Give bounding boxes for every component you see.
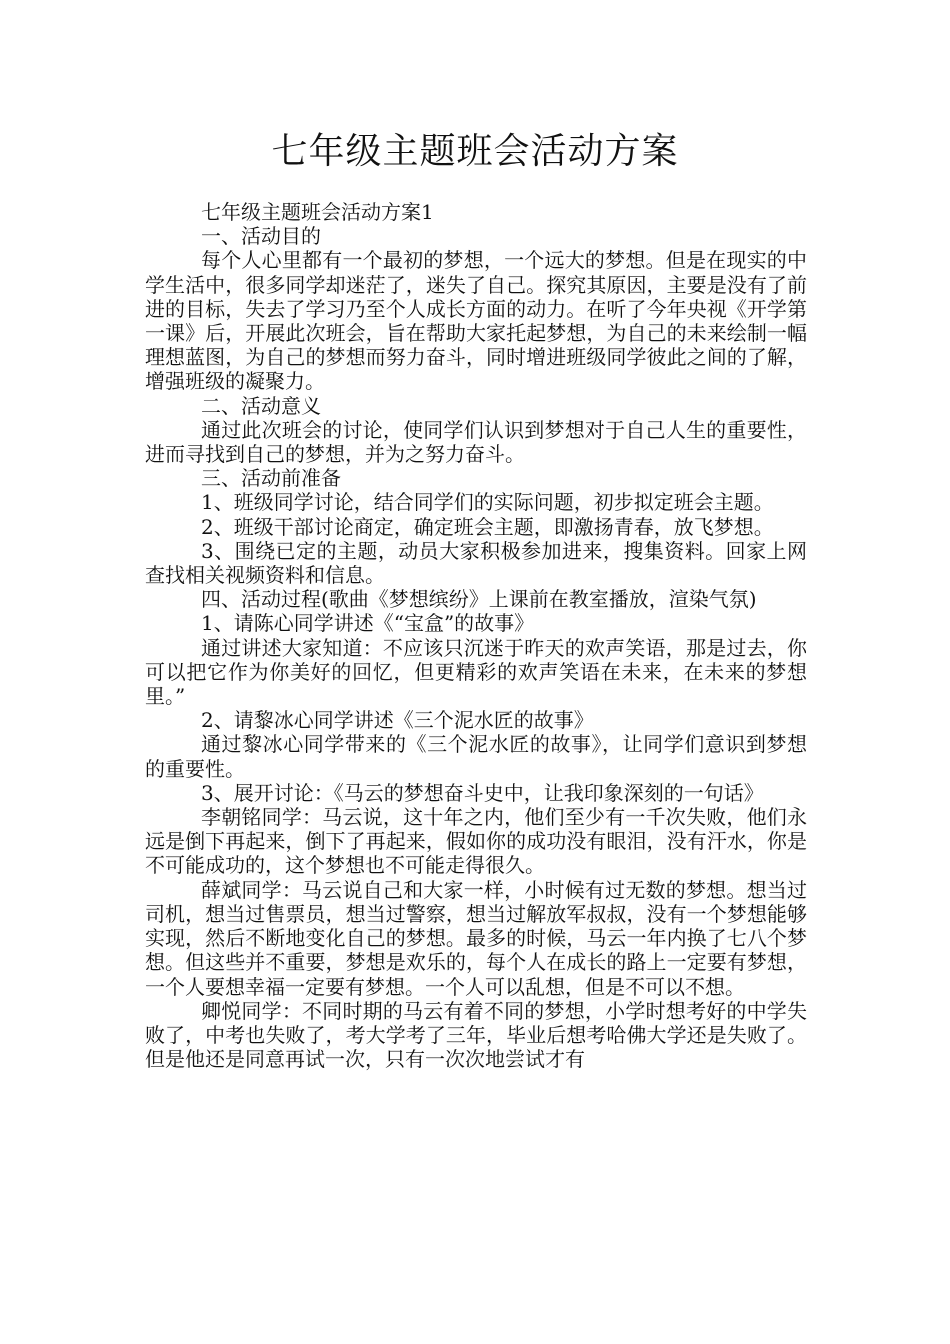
process-item-3: 3、展开讨论：《马云的梦想奋斗史中，让我印象深刻的一句话》 (201, 780, 764, 805)
paragraph-qing-yue: 卿悦同学：不同时期的马云有着不同的梦想，小学时想考好的中学失败了，中考也失败了，考大学考了三年，毕业后想考哈佛大学还是失败了。但是他还是同意再试一次，只有一次次地尝试才有 (145, 998, 807, 1072)
paragraph-xue-bin: 薛斌同学：马云说自己和大家一样，小时候有过无数的梦想。想当过司机，想当过售票员，想当过警察，想当过解放军叔叔，没有一个梦想能够实现，然后不断地变化自己的梦想。最多的时候，马云一年内换了七八个梦想。但这些并不重要，梦想是欢乐的，每个人在成长的路上一定要有梦想，一个人要想幸福一定要有梦想。一个人可以乱想，但是不可以不想。 (145, 877, 807, 999)
paragraph-purpose: 每个人心里都有一个最初的梦想，一个远大的梦想。但是在现实的中学生活中，很多同学却迷茫了，迷失了自己。探究其原因，主要是没有了前进的目标，失去了学习乃至个人成长方面的动力。在听了今年央视《开学第一课》后，开展此次班会，旨在帮助大家托起梦想，为自己的未来绘制一幅理想蓝图，为自己的梦想而努力奋斗，同时增进班级同学彼此之间的了解，增强班级的凝聚力。 (145, 248, 807, 394)
document-body (145, 200, 807, 1071)
heading-activity-purpose: 一、活动目的 (201, 224, 321, 249)
paragraph-significance: 通过此次班会的讨论，使同学们认识到梦想对于自己人生的重要性，进而寻找到自己的梦想，并为之努力奋斗。 (145, 417, 807, 467)
prep-item-1: 1、班级同学讨论，结合同学们的实际问题，初步拟定班会主题。 (201, 490, 774, 515)
paragraph-treasure-box: 通过讲述大家知道：不应该只沉迷于昨天的欢声笑语，那是过去，你可以把它作为你美好的回忆，但更精彩的欢声笑语在未来，在未来的梦想里。” (145, 635, 807, 709)
process-item-1: 1、请陈心同学讲述《“宝盒”的故事》 (201, 611, 535, 636)
paragraph-li-chaoming: 李朝铭同学：马云说，这十年之内，他们至少有一千次失败，他们永远是倒下再起来，倒下了再起来，假如你的成功没有眼泪，没有汗水，你是不可能成功的，这个梦想也不可能走得很久。 (145, 805, 807, 878)
document-title: 七年级主题班会活动方案 (271, 131, 679, 172)
heading-activity-process: 四、活动过程(歌曲《梦想缤纷》上课前在教室播放，渲染气氛) (201, 587, 757, 612)
prep-item-2: 2、班级干部讨论商定，确定班会主题，即激扬青春，放飞梦想。 (201, 514, 774, 539)
section-heading-plan-1: 七年级主题班会活动方案1 (201, 200, 434, 224)
paragraph-mason-story: 通过黎冰心同学带来的《三个泥水匠的故事》，让同学们意识到梦想的重要性。 (145, 732, 807, 781)
heading-activity-significance: 二、活动意义 (201, 393, 321, 418)
heading-preparation: 三、活动前准备 (201, 466, 341, 491)
prep-item-3: 3、围绕已定的主题，动员大家积极参加进来，搜集资料。回家上网查找相关视频资料和信息。 (145, 538, 807, 588)
process-item-2: 2、请黎冰心同学讲述《三个泥水匠的故事》 (201, 708, 594, 733)
